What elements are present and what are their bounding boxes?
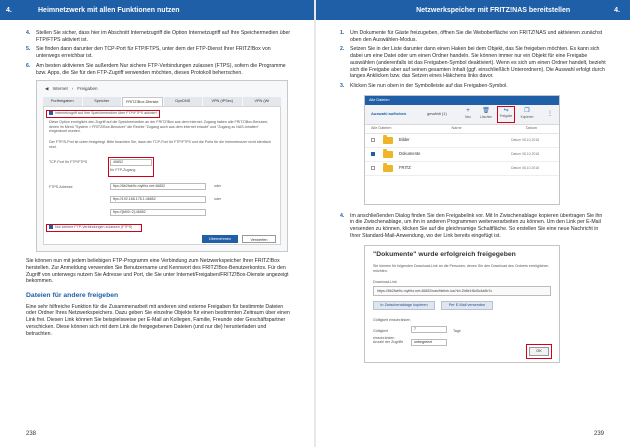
step-item bbox=[26, 46, 292, 59]
dialog-description: Sie können für folgenden Download-Link an die Personen, denen Sie den Download des Ordners ermöglichen möchten. bbox=[373, 264, 549, 274]
discard-button[interactable]: Verwerfen bbox=[242, 235, 276, 243]
tab-dyndns[interactable]: DynDNS bbox=[164, 97, 203, 106]
right-header-title: Netzwerkspeicher mit FRITZ!NAS bereitstellen bbox=[416, 6, 571, 14]
download-link-field[interactable]: https://8b2fab9c.myfritz.net:46852/nas/filelink.lua?id=2b8e1f6d3c4a5b7c bbox=[373, 286, 551, 296]
address-field-3[interactable]: ftps://[fd00::2]:46852 bbox=[110, 209, 206, 216]
fritzbox-ftp-screenshot bbox=[36, 80, 288, 252]
left-page-content bbox=[26, 30, 292, 341]
breadcrumb bbox=[45, 86, 98, 93]
toolbar-copy-label: Kopieren bbox=[520, 115, 534, 120]
breadcrumb-freigaben[interactable]: Freigaben bbox=[77, 86, 98, 92]
step-number: 1. bbox=[340, 30, 345, 36]
settings-tabs bbox=[43, 97, 281, 106]
address-or-label: oder bbox=[214, 184, 222, 189]
left-page-header bbox=[0, 0, 314, 20]
checkbox-checked-icon bbox=[49, 111, 53, 115]
file-name: Dokumente bbox=[399, 150, 421, 156]
address-field-1[interactable]: ftps://8b2fab9c.myfritz.net:46852 bbox=[110, 183, 206, 190]
validity-label: Gültigkeit einschränken bbox=[373, 318, 411, 323]
file-date: Datum 08.10.2018 bbox=[511, 137, 539, 142]
row-checkbox[interactable] bbox=[371, 152, 375, 156]
ok-button[interactable]: OK bbox=[529, 347, 549, 356]
tab-portfreigaben[interactable]: Portfreigaben bbox=[43, 97, 82, 106]
checkbox-ftps-only[interactable] bbox=[49, 225, 132, 230]
step-number: 4. bbox=[26, 30, 31, 36]
settings-panel bbox=[43, 106, 281, 245]
tab-fritzbox-dienste[interactable]: FRITZ!Box-Dienste bbox=[122, 97, 163, 106]
validity-row-label: Gültigkeit einschränken bbox=[373, 329, 395, 341]
share-dialog-screenshot bbox=[364, 245, 560, 363]
address-field-2[interactable]: ftps://192.168.178.1:46852 bbox=[110, 196, 206, 203]
step-item bbox=[340, 213, 606, 240]
step-text: Sie finden dann darunter den TCP-Port für FTP/FTPS, unter dem der FTP-Dienst Ihrer FRITZ!Box von unterwegs erreichbar ist. bbox=[36, 46, 271, 60]
toolbar-new-label: Neu bbox=[465, 115, 471, 120]
left-paragraph-2: Eine sehr hilfreiche Funktion für die Zusammenarbeit mit anderen sind externe Freigaben für bestimmte Dateien oder Ordner Ihres Netzwerkspeichers. Dazu geben Sie einzelne Objekte für einen bestimmten Zeitraum über einen Link frei. Diesen Link können Sie beispielsweise per E-Mail an Kollegen, Familie, Freunde oder Geschäftspartner verschicken. Diese können sich mit dem Link die freigegebenen Dateien (und nur die) herunterladen und betrachten. bbox=[26, 303, 290, 337]
step-text: Setzen Sie in der Liste darunter dann einen Haken bei dem Objekt, das Sie freigeben möchten. Es kann sich dabei um eine Datei oder um einen Ordner handeln. Sie können immer nur ein Objekt für eine Freigabe auswählen (anderenfalls ist das Freigaben-Symbol deaktiviert). Wenn es sich um einen Ordner handelt, bezieht sich die Freigabe aber auf seinen gesamten Inhalt (ggf. einschließlich Unterordnern). Die Auswahl erfolgt durch langes Anklicken bzw. das Setzen eines Häkchens links davor. bbox=[350, 46, 606, 80]
browser-titlebar: Alle Dateien bbox=[365, 96, 559, 105]
row-checkbox[interactable] bbox=[371, 166, 375, 170]
toolbar-delete-label: Löschen bbox=[479, 115, 493, 120]
right-steps bbox=[340, 30, 606, 90]
breadcrumb-all-files[interactable]: Alle Dateien bbox=[371, 126, 392, 131]
tab-vpn-wireguard[interactable]: VPN (Wi bbox=[243, 97, 282, 106]
step-item bbox=[26, 63, 292, 76]
file-date: Datum 08.10.2018 bbox=[511, 165, 539, 170]
info-text-2: Der FTP/S-Port ist unten festgelegt. Bitte beachten Sie, dass der TCP-Port für FTP/FTPS und die Ports für die Internetnutzer nicht identisch sind. bbox=[49, 140, 272, 149]
checkbox-internet-access-label: Internetzugriff auf Ihre Speichermedien über FTP/FTPS aktiviert bbox=[55, 111, 157, 116]
copy-icon: ❐ bbox=[524, 107, 530, 114]
column-date-header[interactable]: Datum bbox=[525, 126, 537, 131]
step-number: 5. bbox=[26, 46, 31, 53]
toolbar-new-button[interactable] bbox=[461, 108, 475, 121]
toolbar-copy-button[interactable] bbox=[519, 108, 535, 121]
send-email-button[interactable]: Per E-Mail versenden bbox=[441, 301, 493, 310]
checkbox-ftps-only-label: Nur sichere FTP-Verbindungen zulassen (FTPS) bbox=[55, 225, 133, 230]
file-row[interactable] bbox=[365, 162, 559, 176]
port-hint: für FTP-Zugang bbox=[110, 168, 136, 173]
port-label: TCP-Port für FTP/FTPS bbox=[49, 160, 88, 165]
fritznas-browser-screenshot bbox=[364, 95, 560, 205]
step-item bbox=[340, 30, 606, 43]
file-row[interactable] bbox=[365, 148, 559, 162]
step-item bbox=[26, 30, 292, 43]
tab-vpn-ipsec[interactable]: VPN (IPSec) bbox=[203, 97, 242, 106]
section-heading: Dateien für andere freigeben bbox=[26, 292, 119, 300]
trash-icon: 🗑 bbox=[482, 107, 490, 114]
deselect-button[interactable]: Auswahl aufheben bbox=[371, 110, 407, 116]
validity-unit: Tage bbox=[453, 329, 461, 334]
left-chapter-number: 4. bbox=[6, 6, 12, 14]
step-number: 2. bbox=[340, 46, 345, 53]
toolbar-share-button[interactable] bbox=[497, 106, 515, 123]
checkbox-internet-access[interactable] bbox=[49, 111, 157, 116]
file-date: Datum 08.10.2018 bbox=[511, 151, 539, 156]
dialog-title: "Dokumente" wurde erfolgreich freigegeben bbox=[373, 251, 516, 259]
validity-days-input[interactable]: 7 bbox=[411, 326, 447, 333]
page-gutter bbox=[314, 0, 316, 447]
right-page-content bbox=[340, 30, 606, 363]
browser-toolbar bbox=[365, 105, 559, 125]
folder-icon bbox=[383, 137, 393, 144]
address-or-label: oder bbox=[214, 197, 222, 202]
left-header-title: Heimnetzwerk mit allen Funktionen nutzen bbox=[38, 6, 180, 14]
file-name: FRITZ bbox=[399, 164, 411, 170]
file-list-header bbox=[365, 125, 559, 134]
left-paragraph-1: Sie können nun mit jedem beliebigen FTP-Programm eine Verbindung zum Netzwerkspeicher Ihrer FRITZ!Box herstellen. Zur Anmeldung verwenden Sie Benutzername und Kennwort des FRITZ!Box-Benutzerkontos. Für den Zugriff von unterwegs nutzen Sie Adresse und Port, die Sie unter Internet/Freigaben/FRITZ!Box-Dienste angezeigt bekommen. bbox=[26, 258, 289, 285]
toolbar-share-label: Freigabe bbox=[499, 114, 513, 119]
tab-speicher[interactable]: Speicher bbox=[83, 97, 122, 106]
step-text: Um Dokumente für Gäste freizugeben, öffnen Sie die Weboberfläche von FRITZ!NAS und aktivieren zunächst oben den Auswählen-Modus. bbox=[350, 30, 603, 43]
port-input[interactable]: 46852 bbox=[110, 159, 152, 166]
more-menu-icon[interactable]: ⋮ bbox=[547, 110, 553, 117]
plus-icon: + bbox=[466, 107, 470, 114]
step-text: Klicken Sie nun oben in der Symbolleiste auf das Freigaben-Symbol. bbox=[350, 82, 508, 89]
toolbar-delete-button[interactable] bbox=[479, 108, 493, 121]
step-text: Im anschließenden Dialog finden Sie den Freigabelink vor. Mit In Zwischenablage kopieren übertragen Sie ihn in die Zwischenablage, um ihn in anderen Programmen weiterverarbeiten zu können. Um den Link per E-Mail versenden zu können, klicken Sie auf die gleichnamige Schaltfläche. So erstellen Sie eine neue Nachricht in Ihrer Standard-Mail-Anwendung, wo der Link bereits eingefügt ist. bbox=[350, 212, 603, 239]
file-row[interactable] bbox=[365, 134, 559, 148]
share-icon: ⥆ bbox=[503, 106, 509, 113]
chevron-right-icon: › bbox=[71, 86, 74, 92]
checkbox-checked-icon bbox=[49, 225, 53, 229]
folder-icon bbox=[383, 151, 393, 158]
info-text-1: Diese Option ermöglicht den Zugriff auf die Speichermedien an der FRITZ!Box aus dem Internet. Zugang haben alle FRITZ!Box-Benutzer, denen im Menü "System > FRITZ!Box-Benutzer" die Rechte "Zugang auch aus dem Internet erlaubt" und "Zugang zu NAS-Inhalten" eingeräumt wurden. bbox=[49, 120, 269, 134]
right-page-number: 239 bbox=[593, 431, 604, 437]
folder-icon bbox=[383, 165, 393, 172]
step-number: 6. bbox=[26, 62, 31, 69]
address-label: FTPS-Adresse bbox=[49, 185, 73, 190]
right-page-header bbox=[316, 0, 630, 20]
copy-to-clipboard-button[interactable]: In Zwischenablage kopieren bbox=[373, 301, 435, 310]
column-name-header[interactable]: Name bbox=[451, 126, 462, 131]
step-item bbox=[340, 46, 606, 80]
step-text: Stellen Sie sicher, dass hier im Abschnitt Internetzugriff die Option Internetzugriff auf Ihre Speichermedien über FTP/FTPS aktiviert ist. bbox=[36, 30, 291, 43]
step-item bbox=[340, 83, 606, 90]
back-arrow-icon: ◀ bbox=[45, 86, 49, 92]
file-name: Bilder bbox=[399, 136, 410, 142]
left-page-number: 238 bbox=[26, 431, 37, 437]
right-chapter-number: 4. bbox=[614, 6, 620, 14]
download-link-label: Download-Link bbox=[373, 280, 397, 285]
downloads-select[interactable]: unbegrenzt bbox=[411, 339, 447, 346]
step-number: 4. bbox=[340, 212, 345, 219]
apply-button[interactable]: Übernehmen bbox=[202, 235, 238, 243]
downloads-label: Anzahl der Zugriffe bbox=[373, 340, 404, 345]
left-steps bbox=[26, 30, 292, 76]
breadcrumb-internet[interactable]: Internet bbox=[52, 86, 68, 92]
selected-count: gewählt (1) bbox=[427, 110, 447, 116]
row-checkbox[interactable] bbox=[371, 138, 375, 142]
step-text: Am besten aktivieren Sie außerdem Nur sichere FTP-Verbindungen zulassen (FTPS), sofern die Programme bzw. Apps, die Sie für den FTP-Zugriff verwenden möchten, dieses Protokoll beherrschen. bbox=[36, 62, 286, 76]
step-number: 3. bbox=[340, 82, 345, 89]
